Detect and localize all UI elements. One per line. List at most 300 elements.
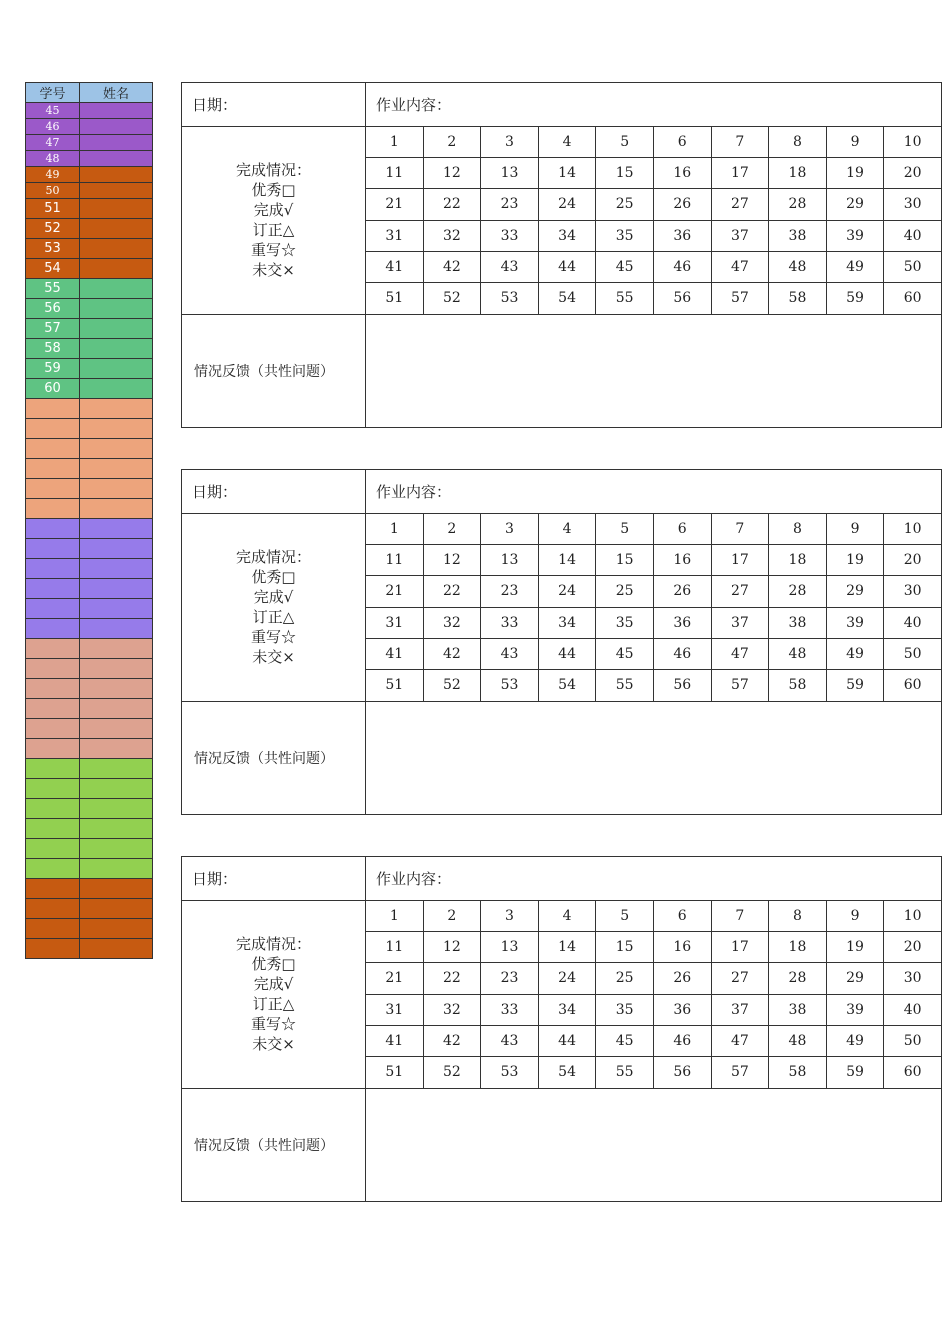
student-number-check-cell[interactable]: 46: [653, 251, 711, 282]
roster-row: [26, 219, 153, 239]
student-name-cell[interactable]: [80, 151, 153, 167]
student-number-check-cell[interactable]: 5: [596, 513, 654, 544]
student-number-check-cell[interactable]: 19: [826, 544, 884, 575]
student-name-cell[interactable]: [80, 559, 153, 579]
student-name-cell[interactable]: [80, 459, 153, 479]
student-number-check-cell[interactable]: 22: [423, 189, 481, 220]
student-number-check-cell[interactable]: 12: [423, 544, 481, 575]
feedback-area[interactable]: [366, 701, 942, 814]
student-number-check-cell[interactable]: 29: [826, 963, 884, 994]
student-number-cell[interactable]: 46: [26, 119, 80, 135]
student-number-cell[interactable]: [26, 439, 80, 459]
roster-row: [26, 659, 153, 679]
student-number-cell[interactable]: [26, 659, 80, 679]
student-number-check-cell[interactable]: 22: [423, 576, 481, 607]
feedback-area[interactable]: [366, 1088, 942, 1201]
student-number-check-cell[interactable]: 42: [423, 1025, 481, 1056]
student-number-cell[interactable]: 45: [26, 103, 80, 119]
student-number-cell[interactable]: 48: [26, 151, 80, 167]
student-number-check-cell[interactable]: 18: [769, 544, 827, 575]
student-number-check-cell[interactable]: 47: [711, 251, 769, 282]
student-number-cell[interactable]: [26, 599, 80, 619]
student-number-cell[interactable]: [26, 899, 80, 919]
student-number-check-cell[interactable]: 44: [538, 251, 596, 282]
student-name-cell[interactable]: [80, 119, 153, 135]
student-number-cell[interactable]: 51: [26, 199, 80, 219]
student-number-check-cell[interactable]: 10: [884, 900, 942, 931]
student-number-check-cell[interactable]: 33: [481, 994, 539, 1025]
student-number-check-cell[interactable]: 7: [711, 513, 769, 544]
student-number-check-cell[interactable]: 42: [423, 638, 481, 669]
student-number-check-cell[interactable]: 10: [884, 126, 942, 157]
student-number-cell[interactable]: [26, 539, 80, 559]
student-number-cell[interactable]: [26, 679, 80, 699]
student-number-check-cell[interactable]: 27: [711, 576, 769, 607]
student-number-check-cell[interactable]: 25: [596, 576, 654, 607]
student-number-check-cell[interactable]: 42: [423, 251, 481, 282]
student-number-check-cell[interactable]: 4: [538, 126, 596, 157]
student-number-check-cell[interactable]: 60: [884, 1057, 942, 1088]
homework-content-field[interactable]: 作业内容：: [366, 857, 942, 901]
student-name-cell[interactable]: [80, 167, 153, 183]
student-number-check-cell[interactable]: 37: [711, 607, 769, 638]
student-number-cell[interactable]: [26, 559, 80, 579]
student-name-cell[interactable]: [80, 839, 153, 859]
student-number-check-cell[interactable]: 20: [884, 544, 942, 575]
student-number-cell[interactable]: 54: [26, 259, 80, 279]
student-number-check-cell[interactable]: 33: [481, 607, 539, 638]
student-number-check-cell[interactable]: 25: [596, 963, 654, 994]
student-name-cell[interactable]: [80, 799, 153, 819]
student-number-cell[interactable]: [26, 939, 80, 959]
student-name-cell[interactable]: [80, 939, 153, 959]
student-name-cell[interactable]: [80, 479, 153, 499]
roster-row: [26, 339, 153, 359]
student-number-check-cell[interactable]: 8: [769, 513, 827, 544]
student-number-check-cell[interactable]: 10: [884, 513, 942, 544]
student-name-cell[interactable]: [80, 239, 153, 259]
student-number-check-cell[interactable]: 9: [826, 126, 884, 157]
student-number-check-cell[interactable]: 53: [481, 283, 539, 314]
student-number-check-cell[interactable]: 45: [596, 638, 654, 669]
student-number-check-cell[interactable]: 60: [884, 670, 942, 701]
student-number-check-cell[interactable]: 26: [653, 963, 711, 994]
student-number-check-cell[interactable]: 2: [423, 513, 481, 544]
student-number-check-cell[interactable]: 17: [711, 544, 769, 575]
student-number-check-cell[interactable]: 41: [366, 638, 424, 669]
student-name-cell[interactable]: [80, 659, 153, 679]
student-number-check-cell[interactable]: 38: [769, 220, 827, 251]
roster-row: [26, 239, 153, 259]
student-number-cell[interactable]: [26, 499, 80, 519]
student-number-check-cell[interactable]: 53: [481, 1057, 539, 1088]
student-name-cell[interactable]: [80, 879, 153, 899]
student-name-cell[interactable]: [80, 379, 153, 399]
student-number-check-cell[interactable]: 50: [884, 1025, 942, 1056]
student-number-check-cell[interactable]: 23: [481, 576, 539, 607]
student-number-check-cell[interactable]: 37: [711, 994, 769, 1025]
student-number-check-cell[interactable]: 38: [769, 994, 827, 1025]
student-number-cell[interactable]: [26, 779, 80, 799]
student-number-check-cell[interactable]: 57: [711, 283, 769, 314]
student-name-cell[interactable]: [80, 439, 153, 459]
student-number-check-cell[interactable]: 39: [826, 607, 884, 638]
student-number-cell[interactable]: 47: [26, 135, 80, 151]
student-number-check-cell[interactable]: 12: [423, 157, 481, 188]
student-name-cell[interactable]: [80, 719, 153, 739]
student-number-check-cell[interactable]: 6: [653, 513, 711, 544]
student-number-check-cell[interactable]: 44: [538, 638, 596, 669]
status-title: 完成情况：: [235, 161, 311, 180]
student-number-check-cell[interactable]: 38: [769, 607, 827, 638]
student-number-cell[interactable]: [26, 579, 80, 599]
status-legend-item: 未交×: [252, 261, 295, 280]
student-number-check-cell[interactable]: 31: [366, 607, 424, 638]
student-name-cell[interactable]: [80, 183, 153, 199]
student-number-check-cell[interactable]: 57: [711, 670, 769, 701]
student-number-check-cell[interactable]: 3: [481, 126, 539, 157]
roster-row: [26, 679, 153, 699]
student-number-check-cell[interactable]: 21: [366, 963, 424, 994]
student-number-check-cell[interactable]: 46: [653, 1025, 711, 1056]
status-legend-item: 完成√: [253, 975, 294, 994]
student-number-check-cell[interactable]: 48: [769, 638, 827, 669]
student-number-cell[interactable]: [26, 639, 80, 659]
student-number-check-cell[interactable]: 51: [366, 1057, 424, 1088]
student-number-check-cell[interactable]: 36: [653, 220, 711, 251]
student-number-check-cell[interactable]: 1: [366, 513, 424, 544]
student-name-cell[interactable]: [80, 859, 153, 879]
student-number-check-cell[interactable]: 21: [366, 189, 424, 220]
student-number-check-cell[interactable]: 15: [596, 931, 654, 962]
student-number-check-cell[interactable]: 57: [711, 1057, 769, 1088]
student-number-check-cell[interactable]: 39: [826, 994, 884, 1025]
student-number-check-cell[interactable]: 7: [711, 126, 769, 157]
student-name-cell[interactable]: [80, 639, 153, 659]
student-number-check-cell[interactable]: 54: [538, 670, 596, 701]
student-number-check-cell[interactable]: 52: [423, 1057, 481, 1088]
student-number-cell[interactable]: [26, 399, 80, 419]
student-number-cell[interactable]: [26, 619, 80, 639]
student-name-cell[interactable]: [80, 519, 153, 539]
student-number-header: 学号: [26, 83, 80, 103]
student-number-check-cell[interactable]: 49: [826, 638, 884, 669]
student-number-cell[interactable]: 50: [26, 183, 80, 199]
student-number-check-cell[interactable]: 17: [711, 931, 769, 962]
student-number-check-cell[interactable]: 26: [653, 576, 711, 607]
student-name-cell[interactable]: [80, 135, 153, 151]
student-number-check-cell[interactable]: 31: [366, 994, 424, 1025]
student-name-cell[interactable]: [80, 199, 153, 219]
student-number-check-cell[interactable]: 13: [481, 931, 539, 962]
student-number-check-cell[interactable]: 14: [538, 931, 596, 962]
student-number-cell[interactable]: 55: [26, 279, 80, 299]
student-number-check-cell[interactable]: 44: [538, 1025, 596, 1056]
student-number-check-cell[interactable]: 30: [884, 963, 942, 994]
student-number-check-cell[interactable]: 3: [481, 513, 539, 544]
student-number-check-cell[interactable]: 22: [423, 963, 481, 994]
student-number-check-cell[interactable]: 34: [538, 994, 596, 1025]
student-name-cell[interactable]: [80, 399, 153, 419]
student-name-cell[interactable]: [80, 899, 153, 919]
feedback-label: 情况反馈（共性问题）: [182, 314, 366, 427]
student-number-check-cell[interactable]: 6: [653, 126, 711, 157]
student-number-check-cell[interactable]: 47: [711, 1025, 769, 1056]
student-number-check-cell[interactable]: 14: [538, 544, 596, 575]
student-number-check-cell[interactable]: 45: [596, 1025, 654, 1056]
student-number-check-cell[interactable]: 20: [884, 157, 942, 188]
student-number-check-cell[interactable]: 12: [423, 931, 481, 962]
student-number-check-cell[interactable]: 21: [366, 576, 424, 607]
student-number-cell[interactable]: [26, 919, 80, 939]
feedback-area[interactable]: [366, 314, 942, 427]
student-name-cell[interactable]: [80, 819, 153, 839]
student-number-cell[interactable]: [26, 419, 80, 439]
student-name-cell[interactable]: [80, 759, 153, 779]
student-number-check-cell[interactable]: 49: [826, 1025, 884, 1056]
student-number-check-cell[interactable]: 41: [366, 251, 424, 282]
student-number-check-cell[interactable]: 24: [538, 963, 596, 994]
date-field[interactable]: 日期：: [182, 857, 366, 901]
student-number-cell[interactable]: [26, 459, 80, 479]
student-number-check-cell[interactable]: 52: [423, 283, 481, 314]
student-number-check-cell[interactable]: 8: [769, 126, 827, 157]
student-number-check-cell[interactable]: 51: [366, 283, 424, 314]
student-number-check-cell[interactable]: 48: [769, 1025, 827, 1056]
student-number-cell[interactable]: [26, 699, 80, 719]
homework-block-1: [181, 82, 942, 428]
student-number-check-cell[interactable]: 32: [423, 994, 481, 1025]
student-number-check-cell[interactable]: 53: [481, 670, 539, 701]
student-number-check-cell[interactable]: 39: [826, 220, 884, 251]
student-number-check-cell[interactable]: 4: [538, 900, 596, 931]
student-number-check-cell[interactable]: 4: [538, 513, 596, 544]
student-number-check-cell[interactable]: 28: [769, 189, 827, 220]
student-number-check-cell[interactable]: 19: [826, 931, 884, 962]
roster-row: [26, 859, 153, 879]
student-number-check-cell[interactable]: 5: [596, 900, 654, 931]
student-number-check-cell[interactable]: 40: [884, 220, 942, 251]
student-number-check-cell[interactable]: 14: [538, 157, 596, 188]
student-number-check-cell[interactable]: 48: [769, 251, 827, 282]
student-name-cell[interactable]: [80, 499, 153, 519]
student-number-check-cell[interactable]: 34: [538, 220, 596, 251]
student-number-check-cell[interactable]: 23: [481, 963, 539, 994]
roster-row: [26, 779, 153, 799]
student-number-check-cell[interactable]: 46: [653, 638, 711, 669]
student-number-check-cell[interactable]: 9: [826, 513, 884, 544]
student-number-check-cell[interactable]: 56: [653, 670, 711, 701]
student-name-cell[interactable]: [80, 539, 153, 559]
student-number-check-cell[interactable]: 24: [538, 189, 596, 220]
student-number-check-cell[interactable]: 8: [769, 900, 827, 931]
student-number-check-cell[interactable]: 56: [653, 1057, 711, 1088]
student-name-cell[interactable]: [80, 279, 153, 299]
student-number-check-cell[interactable]: 11: [366, 931, 424, 962]
student-number-check-cell[interactable]: 55: [596, 1057, 654, 1088]
student-number-check-cell[interactable]: 54: [538, 1057, 596, 1088]
student-number-check-cell[interactable]: 16: [653, 157, 711, 188]
student-number-check-cell[interactable]: 29: [826, 576, 884, 607]
student-name-cell[interactable]: [80, 419, 153, 439]
student-number-check-cell[interactable]: 51: [366, 670, 424, 701]
student-name-cell[interactable]: [80, 359, 153, 379]
student-number-check-cell[interactable]: 31: [366, 220, 424, 251]
student-number-check-cell[interactable]: 11: [366, 157, 424, 188]
roster-row: [26, 619, 153, 639]
student-number-check-cell[interactable]: 36: [653, 607, 711, 638]
student-number-cell[interactable]: 49: [26, 167, 80, 183]
student-number-check-cell[interactable]: 24: [538, 576, 596, 607]
student-number-check-cell[interactable]: 35: [596, 607, 654, 638]
student-number-check-cell[interactable]: 58: [769, 1057, 827, 1088]
student-number-check-cell[interactable]: 30: [884, 189, 942, 220]
student-number-check-cell[interactable]: 28: [769, 576, 827, 607]
student-roster: [25, 82, 153, 959]
student-number-check-cell[interactable]: 2: [423, 126, 481, 157]
student-number-check-cell[interactable]: 9: [826, 900, 884, 931]
student-number-check-cell[interactable]: 27: [711, 963, 769, 994]
student-number-check-cell[interactable]: 50: [884, 638, 942, 669]
student-number-check-cell[interactable]: 37: [711, 220, 769, 251]
student-number-check-cell[interactable]: 36: [653, 994, 711, 1025]
student-name-cell[interactable]: [80, 679, 153, 699]
student-number-check-cell[interactable]: 16: [653, 544, 711, 575]
student-number-cell[interactable]: 58: [26, 339, 80, 359]
student-number-check-cell[interactable]: 17: [711, 157, 769, 188]
roster-row: [26, 103, 153, 119]
student-number-check-cell[interactable]: 49: [826, 251, 884, 282]
student-number-check-cell[interactable]: 40: [884, 607, 942, 638]
student-number-check-cell[interactable]: 3: [481, 900, 539, 931]
student-number-cell[interactable]: 53: [26, 239, 80, 259]
student-name-cell[interactable]: [80, 599, 153, 619]
student-number-cell[interactable]: [26, 759, 80, 779]
roster-row: [26, 919, 153, 939]
homework-content-field[interactable]: 作业内容：: [366, 83, 942, 127]
student-number-check-cell[interactable]: 32: [423, 607, 481, 638]
student-name-cell[interactable]: [80, 103, 153, 119]
student-number-check-cell[interactable]: 35: [596, 220, 654, 251]
student-number-check-cell[interactable]: 7: [711, 900, 769, 931]
student-number-check-cell[interactable]: 60: [884, 283, 942, 314]
student-number-check-cell[interactable]: 32: [423, 220, 481, 251]
student-number-cell[interactable]: 57: [26, 319, 80, 339]
student-number-check-cell[interactable]: 2: [423, 900, 481, 931]
student-number-check-cell[interactable]: 58: [769, 283, 827, 314]
student-number-check-cell[interactable]: 34: [538, 607, 596, 638]
roster-row: [26, 699, 153, 719]
student-number-check-cell[interactable]: 11: [366, 544, 424, 575]
student-number-cell[interactable]: 52: [26, 219, 80, 239]
student-number-cell[interactable]: [26, 819, 80, 839]
student-number-check-cell[interactable]: 45: [596, 251, 654, 282]
student-number-check-cell[interactable]: 55: [596, 670, 654, 701]
student-number-cell[interactable]: [26, 879, 80, 899]
student-number-check-cell[interactable]: 43: [481, 638, 539, 669]
student-number-check-cell[interactable]: 15: [596, 157, 654, 188]
student-number-check-cell[interactable]: 59: [826, 283, 884, 314]
student-number-cell[interactable]: [26, 519, 80, 539]
student-name-cell[interactable]: [80, 779, 153, 799]
student-number-check-cell[interactable]: 13: [481, 544, 539, 575]
student-number-check-cell[interactable]: 56: [653, 283, 711, 314]
student-name-cell[interactable]: [80, 619, 153, 639]
student-number-check-cell[interactable]: 52: [423, 670, 481, 701]
student-name-cell[interactable]: [80, 219, 153, 239]
student-number-check-cell[interactable]: 5: [596, 126, 654, 157]
student-number-check-cell[interactable]: 18: [769, 157, 827, 188]
status-legend-item: 重写☆: [250, 1015, 296, 1034]
student-number-check-cell[interactable]: 33: [481, 220, 539, 251]
student-number-check-cell[interactable]: 40: [884, 994, 942, 1025]
student-number-check-cell[interactable]: 54: [538, 283, 596, 314]
student-name-cell[interactable]: [80, 319, 153, 339]
student-number-check-cell[interactable]: 43: [481, 1025, 539, 1056]
date-field[interactable]: 日期：: [182, 83, 366, 127]
student-number-cell[interactable]: 60: [26, 379, 80, 399]
student-number-check-cell[interactable]: 27: [711, 189, 769, 220]
student-number-check-cell[interactable]: 26: [653, 189, 711, 220]
student-number-check-cell[interactable]: 20: [884, 931, 942, 962]
date-field[interactable]: 日期：: [182, 470, 366, 514]
student-name-cell[interactable]: [80, 579, 153, 599]
roster-row: [26, 819, 153, 839]
student-number-check-cell[interactable]: 59: [826, 670, 884, 701]
student-name-cell[interactable]: [80, 339, 153, 359]
student-number-cell[interactable]: [26, 739, 80, 759]
student-number-check-cell[interactable]: 43: [481, 251, 539, 282]
student-name-cell[interactable]: [80, 299, 153, 319]
student-number-check-cell[interactable]: 1: [366, 126, 424, 157]
student-number-check-cell[interactable]: 6: [653, 900, 711, 931]
student-number-check-cell[interactable]: 58: [769, 670, 827, 701]
student-number-cell[interactable]: 56: [26, 299, 80, 319]
student-name-cell[interactable]: [80, 259, 153, 279]
student-number-check-cell[interactable]: 13: [481, 157, 539, 188]
student-number-check-cell[interactable]: 28: [769, 963, 827, 994]
student-number-check-cell[interactable]: 15: [596, 544, 654, 575]
student-number-check-cell[interactable]: 59: [826, 1057, 884, 1088]
student-number-check-cell[interactable]: 35: [596, 994, 654, 1025]
student-name-cell[interactable]: [80, 699, 153, 719]
student-number-check-cell[interactable]: 16: [653, 931, 711, 962]
student-number-check-cell[interactable]: 55: [596, 283, 654, 314]
student-name-cell[interactable]: [80, 919, 153, 939]
student-number-check-cell[interactable]: 19: [826, 157, 884, 188]
student-number-cell[interactable]: [26, 719, 80, 739]
student-number-check-cell[interactable]: 30: [884, 576, 942, 607]
student-number-cell[interactable]: [26, 479, 80, 499]
homework-content-field[interactable]: 作业内容：: [366, 470, 942, 514]
roster-row: [26, 459, 153, 479]
student-name-cell[interactable]: [80, 739, 153, 759]
roster-row: [26, 519, 153, 539]
student-number-check-cell[interactable]: 50: [884, 251, 942, 282]
student-number-cell[interactable]: [26, 859, 80, 879]
student-number-check-cell[interactable]: 29: [826, 189, 884, 220]
student-number-cell[interactable]: 59: [26, 359, 80, 379]
student-number-cell[interactable]: [26, 839, 80, 859]
student-number-check-cell[interactable]: 41: [366, 1025, 424, 1056]
student-number-check-cell[interactable]: 25: [596, 189, 654, 220]
student-number-check-cell[interactable]: 47: [711, 638, 769, 669]
student-number-check-cell[interactable]: 18: [769, 931, 827, 962]
student-number-cell[interactable]: [26, 799, 80, 819]
roster-row: [26, 399, 153, 419]
student-number-check-cell[interactable]: 23: [481, 189, 539, 220]
student-number-check-cell[interactable]: 1: [366, 900, 424, 931]
